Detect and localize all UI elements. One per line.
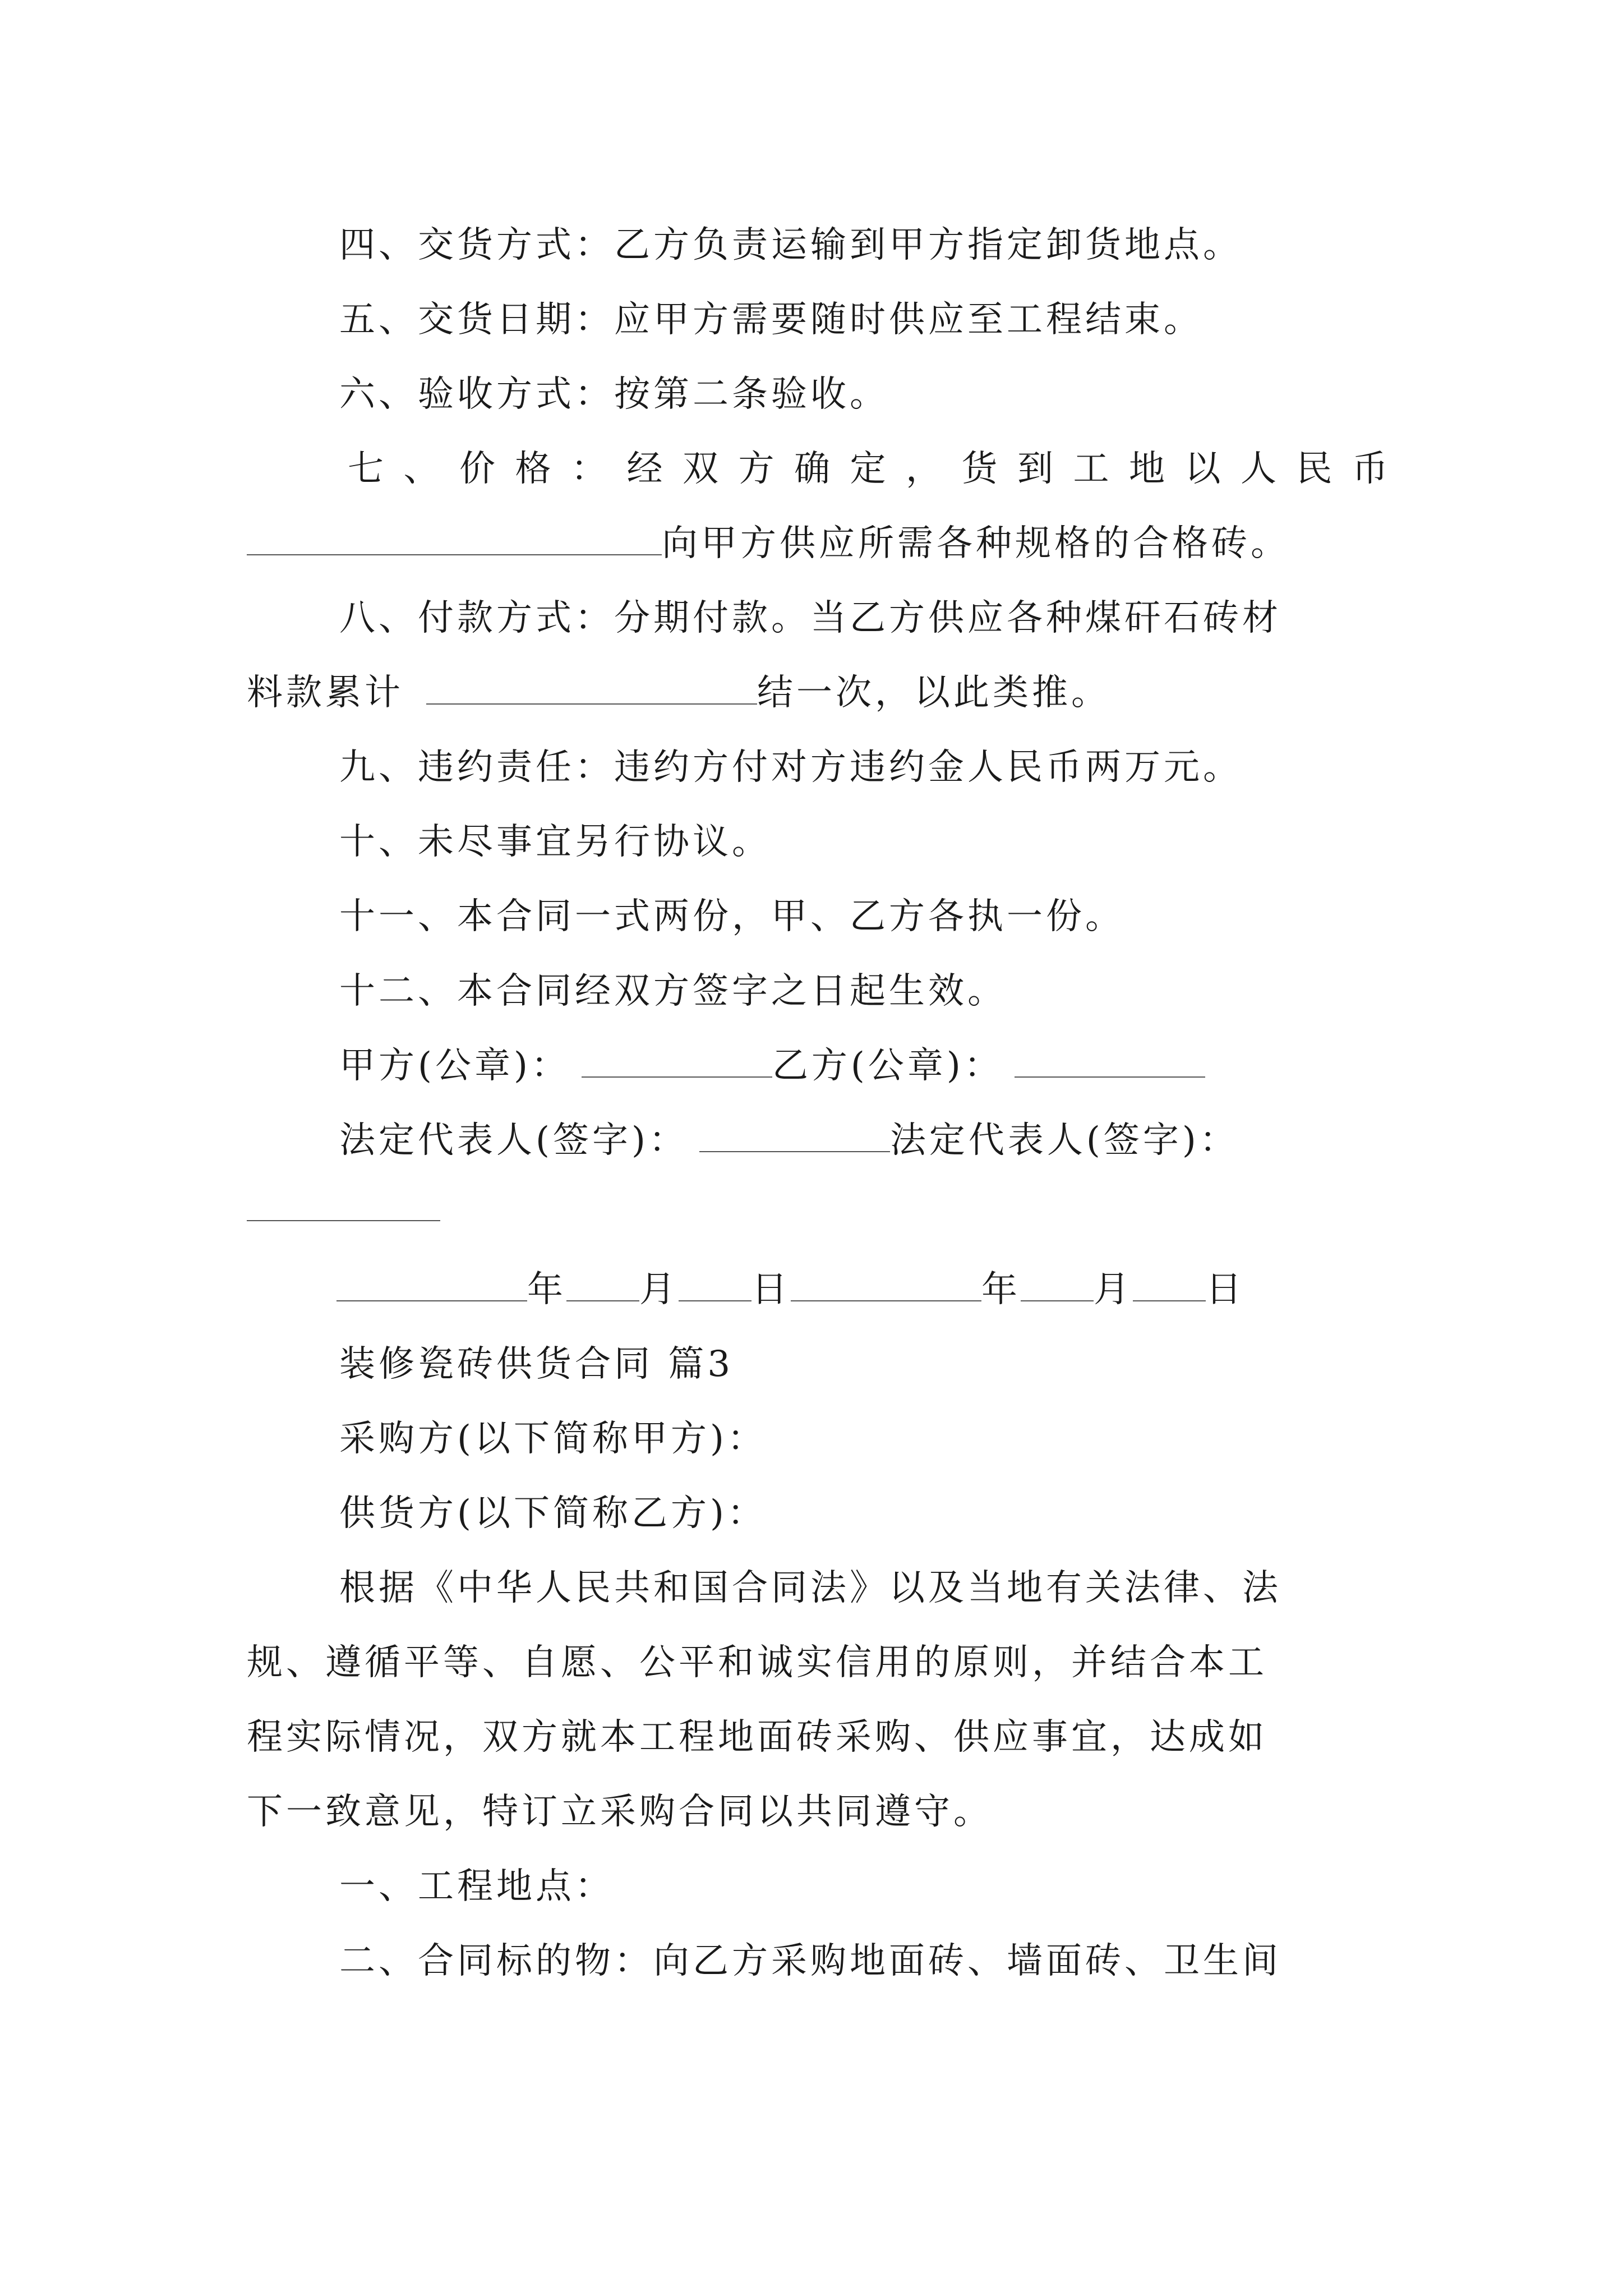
party-a-month-blank — [566, 1271, 639, 1301]
price-char: 定 — [850, 448, 886, 490]
price-char: ， — [906, 448, 942, 490]
preamble-line-4: 下一致意见，特订立采购合同以共同遵守。 — [247, 1791, 993, 1833]
price-char: 确 — [794, 448, 830, 490]
price-char: 双 — [683, 448, 718, 490]
clause-effective: 十二、本合同经双方签字之日起生效。 — [339, 970, 1007, 1012]
price-char: 方 — [738, 448, 774, 490]
preamble-line-1: 根据《中华人民共和国合同法》以及当地有关法律、法 — [339, 1567, 1281, 1609]
party-b-year-blank — [791, 1271, 981, 1301]
payment-text-b: 结一次，以此类推。 — [757, 672, 1110, 714]
price-blank — [247, 525, 662, 555]
clause-subject-matter: 二、合同标的物：向乙方采购地面砖、墙面砖、卫生间 — [339, 1940, 1281, 1982]
price-char: ： — [571, 448, 607, 490]
party-a-rep-label: 法定代表人(签字)： — [339, 1120, 688, 1161]
supplier-line: 供货方(以下简称乙方)： — [339, 1493, 767, 1534]
signature-seals — [339, 1043, 1205, 1088]
payment-text-a: 料款累计 — [247, 672, 404, 714]
clause-price-continued — [247, 521, 1290, 566]
price-char: 七 — [348, 448, 384, 490]
party-a-year-label: 年 — [527, 1269, 566, 1310]
price-char: 货 — [961, 448, 998, 490]
price-char: 经 — [626, 448, 663, 490]
preamble-line-3: 程实际情况，双方就本工程地面砖采购、供应事宜，达成如 — [247, 1717, 1267, 1758]
price-char: 格 — [515, 448, 551, 490]
party-b-year-label: 年 — [981, 1269, 1021, 1310]
party-a-day-blank — [679, 1271, 751, 1301]
party-a-year-blank — [336, 1271, 527, 1301]
preamble-line-2: 规、遵循平等、自愿、公平和诚实信用的原则，并结合本工 — [247, 1642, 1267, 1683]
clause-delivery-method: 四、交货方式：乙方负责运输到甲方指定卸货地点。 — [339, 224, 1242, 266]
party-b-rep-blank — [247, 1220, 440, 1221]
price-char: 民 — [1296, 448, 1332, 490]
signature-dates — [336, 1267, 1245, 1312]
price-char: 工 — [1073, 448, 1109, 490]
party-b-month-label: 月 — [1094, 1269, 1133, 1310]
clause-project-location: 一、工程地点： — [339, 1866, 614, 1907]
party-b-seal-blank — [1015, 1047, 1205, 1078]
party-b-day-blank — [1133, 1271, 1206, 1301]
party-a-rep-blank — [699, 1122, 890, 1152]
party-a-seal-blank — [582, 1047, 772, 1078]
price-char: 币 — [1352, 448, 1388, 490]
clause-price-line — [348, 447, 1388, 491]
party-b-seal-label: 乙方(公章)： — [772, 1045, 1003, 1087]
clause-other-matters: 十、未尽事宜另行协议。 — [339, 821, 771, 863]
price-text: 向甲方供应所需各种规格的合格砖。 — [662, 523, 1290, 564]
clause-delivery-date: 五、交货日期：应甲方需要随时供应至工程结束。 — [339, 299, 1203, 341]
purchaser-line: 采购方(以下简称甲方)： — [339, 1418, 767, 1460]
party-a-seal-label: 甲方(公章)： — [339, 1045, 570, 1087]
party-a-day-label: 日 — [751, 1269, 791, 1310]
price-char: 地 — [1129, 448, 1165, 490]
signature-representatives — [339, 1118, 1239, 1163]
price-char: 到 — [1017, 448, 1053, 490]
clause-breach: 九、违约责任：违约方付对方违约金人民币两万元。 — [339, 747, 1242, 788]
clause-payment-continued — [247, 670, 1110, 715]
price-char: 人 — [1241, 448, 1276, 490]
clause-acceptance: 六、验收方式：按第二条验收。 — [339, 374, 889, 415]
price-char: 、 — [403, 448, 440, 490]
price-char: 价 — [459, 448, 495, 490]
party-b-month-blank — [1021, 1271, 1094, 1301]
party-b-day-label: 日 — [1206, 1269, 1245, 1310]
section-title: 装修瓷砖供货合同 篇3 — [339, 1343, 734, 1385]
party-a-month-label: 月 — [639, 1269, 679, 1310]
party-b-rep-label: 法定代表人(签字)： — [889, 1120, 1239, 1161]
price-char: 以 — [1184, 448, 1221, 490]
clause-payment: 八、付款方式：分期付款。当乙方供应各种煤矸石砖材 — [339, 597, 1281, 639]
clause-copies: 十一、本合同一式两份，甲、乙方各执一份。 — [339, 896, 1124, 937]
payment-blank — [426, 674, 757, 705]
